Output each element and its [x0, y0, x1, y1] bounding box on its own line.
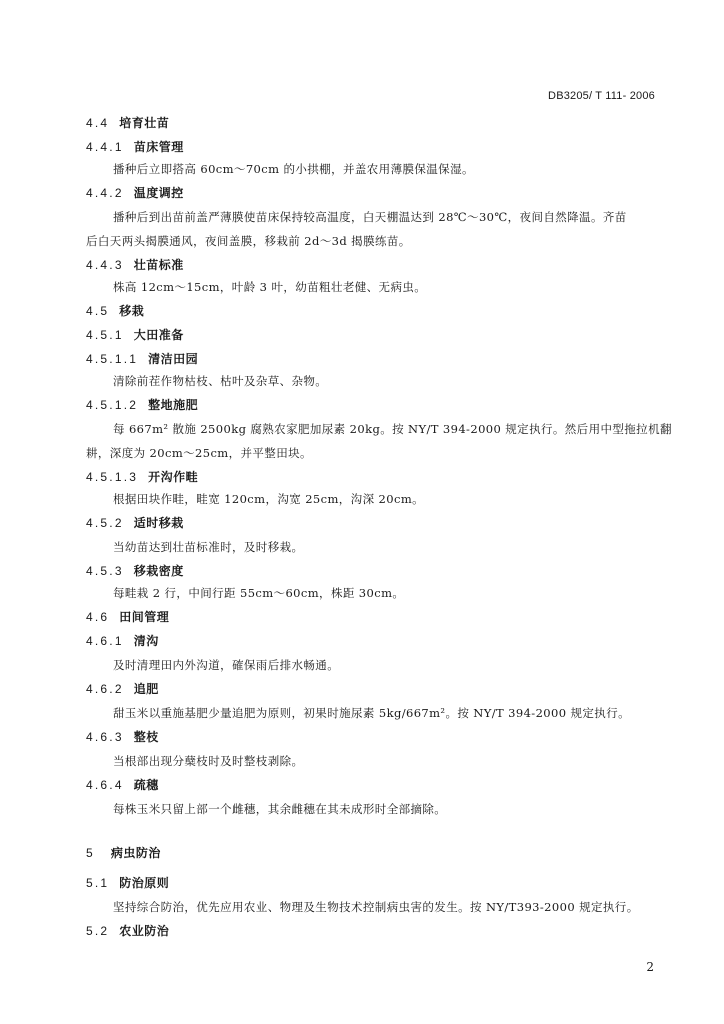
section-number: 4.4 [86, 116, 110, 130]
section-title: 整地施肥 [148, 398, 199, 412]
paragraph-line: 株高 12cm～15cm，叶龄 3 叶，幼苗粗壮老健、无病虫。 [113, 280, 427, 294]
section-title: 田间管理 [119, 610, 170, 624]
section-heading [86, 185, 658, 201]
section-title: 开沟作畦 [148, 470, 199, 484]
section-heading [86, 515, 658, 531]
section-heading [86, 923, 658, 939]
section-heading [86, 845, 658, 861]
section-number: 4.5 [86, 304, 110, 318]
section-heading [86, 469, 658, 485]
paragraph-line: 及时清理田内外沟道，確保雨后排水畅通。 [113, 658, 340, 672]
section-title: 移栽密度 [133, 564, 184, 578]
section-number: 4.5.3 [86, 564, 124, 578]
section-heading [86, 139, 658, 155]
section-number: 4.4.2 [86, 186, 124, 200]
section-title: 清沟 [133, 634, 159, 648]
section-number: 5 [86, 846, 95, 860]
section-number: 4.5.1.2 [86, 398, 139, 412]
section-title: 壮苗标准 [133, 258, 184, 272]
section-number: 4.4.3 [86, 258, 124, 272]
section-title: 苗床管理 [133, 140, 184, 154]
section-title: 整枝 [133, 730, 159, 744]
document-code: DB3205/ T 111- 2006 [548, 90, 655, 102]
paragraph-line: 后白天两头揭膜通风，夜间盖膜，移栽前 2d～3d 揭膜练苗。 [86, 234, 411, 248]
section-heading [86, 115, 658, 131]
section-number: 4.5.2 [86, 516, 124, 530]
section-number: 4.6.4 [86, 778, 124, 792]
section-title: 温度调控 [133, 186, 184, 200]
paragraph-line: 每畦栽 2 行，中间行距 55cm～60cm，株距 30cm。 [113, 586, 405, 600]
paragraph-line: 每 667m² 散施 2500kg 腐熟农家肥加尿素 20kg。按 NY/T 394-2000 规定执行。然后用中型拖拉机翻 [113, 422, 672, 436]
section-title: 大田准备 [133, 328, 184, 342]
section-heading [86, 729, 658, 745]
section-number: 5.1 [86, 876, 110, 890]
section-heading [86, 563, 658, 579]
section-title: 适时移栽 [133, 516, 184, 530]
paragraph-line: 根据田块作畦，畦宽 120cm，沟宽 25cm，沟深 20cm。 [113, 492, 425, 506]
section-heading [86, 633, 658, 649]
section-number: 4.5.1.1 [86, 352, 139, 366]
section-heading [86, 681, 658, 697]
section-number: 4.5.1.3 [86, 470, 139, 484]
section-heading [86, 351, 658, 367]
section-heading [86, 609, 658, 625]
section-title: 病虫防治 [110, 846, 161, 860]
section-title: 防治原则 [119, 876, 170, 890]
section-number: 4.6.1 [86, 634, 124, 648]
section-heading [86, 875, 658, 891]
paragraph-line: 耕，深度为 20cm～25cm，并平整田块。 [86, 446, 312, 460]
paragraph-line: 每株玉米只留上部一个雌穗，其余雌穗在其未成形时全部摘除。 [113, 802, 447, 816]
paragraph-line: 清除前茬作物枯枝、枯叶及杂草、杂物。 [113, 374, 328, 388]
section-title: 追肥 [133, 682, 159, 696]
paragraph-line: 甜玉米以重施基肥少量追肥为原则，初果时施尿素 5kg/667m²。按 NY/T 394-2000 规定执行。 [113, 706, 631, 720]
section-number: 4.6 [86, 610, 110, 624]
section-number: 5.2 [86, 924, 110, 938]
paragraph-line: 坚持综合防治，优先应用农业、物理及生物技术控制病虫害的发生。按 NY/T393-2000 规定执行。 [113, 900, 639, 914]
section-number: 4.5.1 [86, 328, 124, 342]
page-number: 2 [646, 960, 654, 974]
section-heading [86, 777, 658, 793]
section-number: 4.6.2 [86, 682, 124, 696]
section-title: 清洁田园 [148, 352, 199, 366]
paragraph-line: 播种后立即搭高 60cm～70cm 的小拱棚，并盖农用薄膜保温保湿。 [113, 162, 474, 176]
paragraph-line: 播种后到出苗前盖严薄膜使苗床保持较高温度，白天棚温达到 28℃～30℃，夜间自然降温。齐苗 [113, 210, 627, 224]
section-heading [86, 303, 658, 319]
section-heading [86, 397, 658, 413]
section-number: 4.4.1 [86, 140, 124, 154]
section-number: 4.6.3 [86, 730, 124, 744]
paragraph-line: 当根部出现分蘖枝时及时整枝剥除。 [113, 754, 304, 768]
paragraph-line: 当幼苗达到壮苗标准时，及时移栽。 [113, 540, 304, 554]
section-title: 农业防治 [119, 924, 170, 938]
section-title: 移栽 [119, 304, 145, 318]
section-title: 疏穗 [133, 778, 159, 792]
section-heading [86, 327, 658, 343]
section-title: 培育壮苗 [119, 116, 170, 130]
section-heading [86, 257, 658, 273]
